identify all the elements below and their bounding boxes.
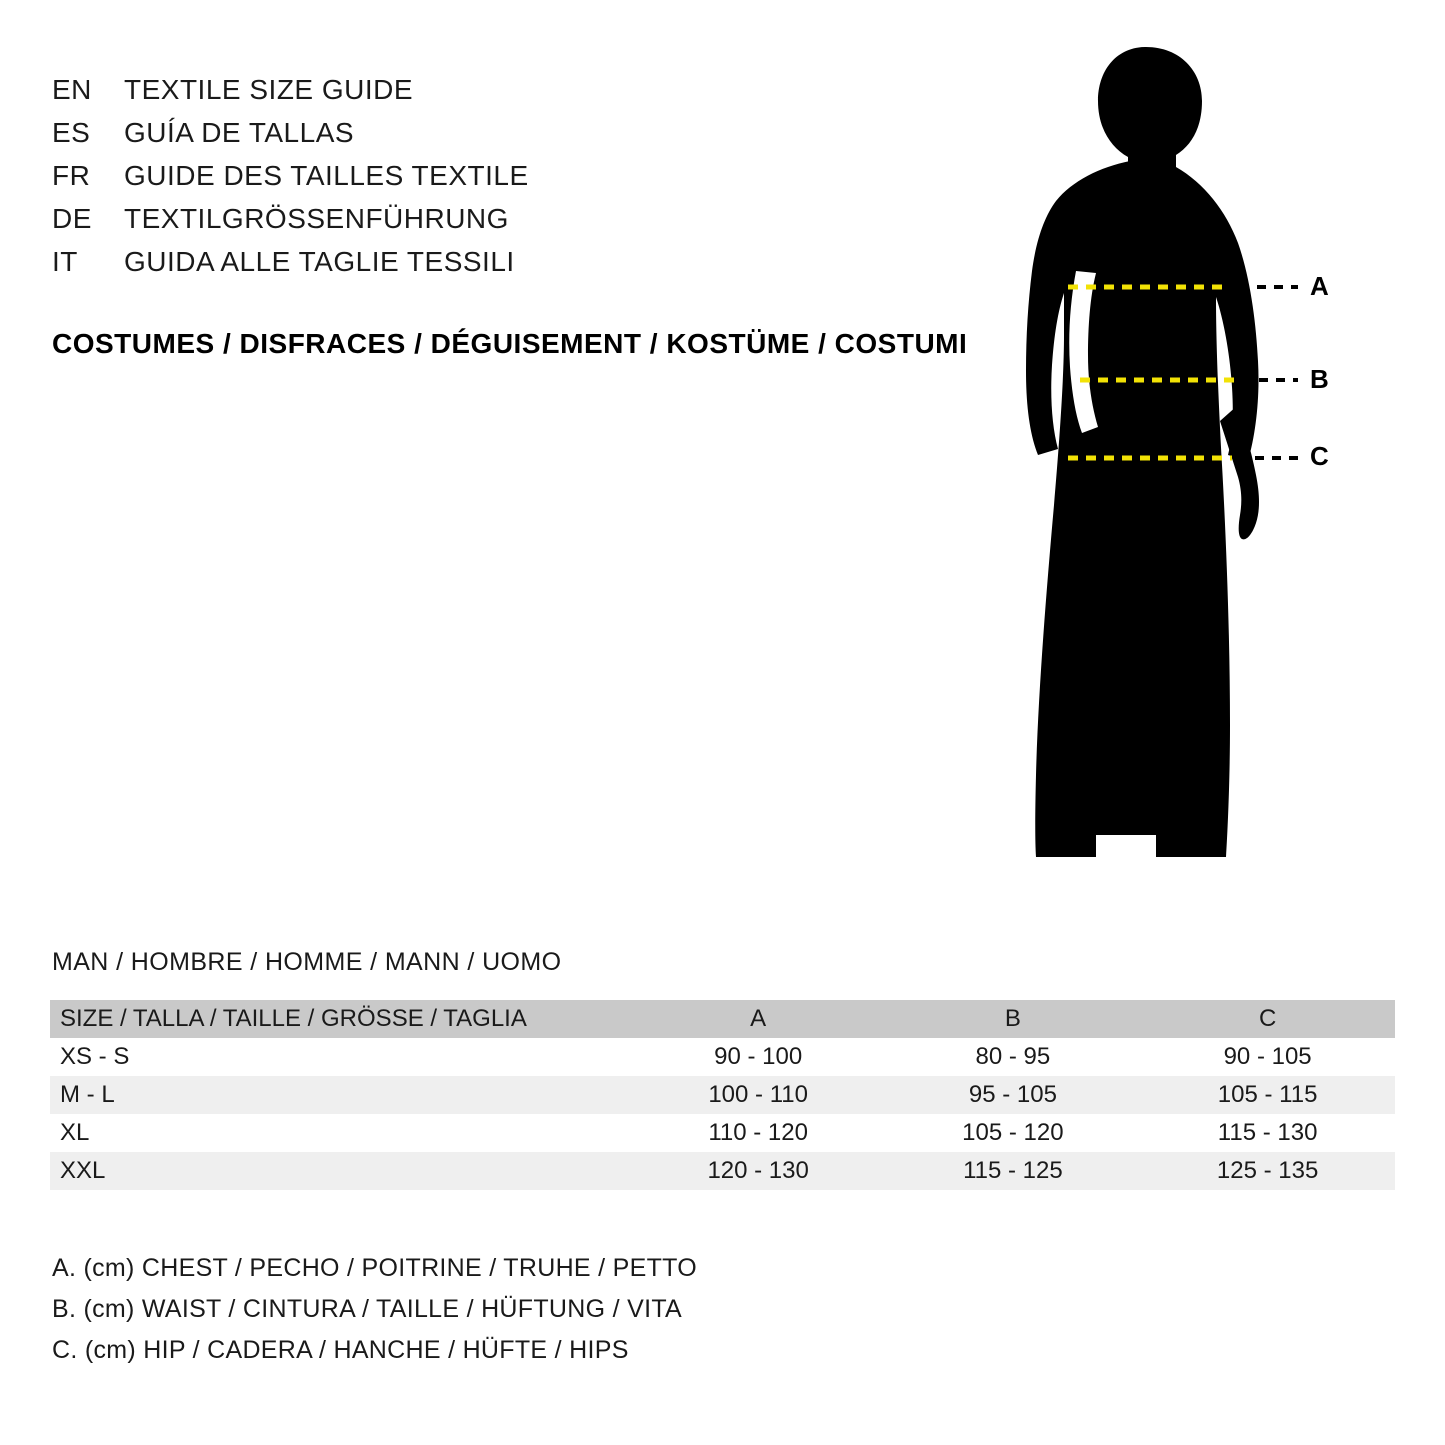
language-row-fr <box>52 154 529 197</box>
language-code-it: IT <box>52 246 78 277</box>
category-line: COSTUMES / DISFRACES / DÉGUISEMENT / KOSTÜME / COSTUMI <box>52 328 968 359</box>
cell-hip: 105 - 115 <box>1217 1081 1318 1108</box>
size-table <box>50 1000 1395 1190</box>
table-row <box>50 1152 1395 1190</box>
marker-label-a: A <box>1310 271 1329 301</box>
language-row-de <box>52 197 529 240</box>
cell-size: XXL <box>60 1157 106 1184</box>
column-header-b: B <box>1004 1005 1021 1032</box>
cell-hip: 115 - 130 <box>1217 1119 1318 1146</box>
body-silhouette-figure <box>980 35 1400 895</box>
cell-waist: 95 - 105 <box>968 1081 1057 1108</box>
language-row-es <box>52 111 529 154</box>
cell-chest: 120 - 130 <box>707 1157 809 1184</box>
legend-line-a: A. (cm) CHEST / PECHO / POITRINE / TRUHE / PETTO <box>52 1254 698 1282</box>
language-code-de: DE <box>52 203 92 234</box>
legend-line-b: B. (cm) WAIST / CINTURA / TAILLE / HÜFTUNG / VITA <box>52 1295 683 1323</box>
marker-label-b: B <box>1310 364 1329 394</box>
cell-waist: 80 - 95 <box>975 1043 1051 1070</box>
column-header-a: A <box>750 1005 767 1032</box>
cell-waist: 105 - 120 <box>962 1119 1064 1146</box>
cell-size: XL <box>60 1119 90 1146</box>
language-text-fr: GUIDE DES TAILLES TEXTILE <box>124 160 529 191</box>
cell-size: M - L <box>60 1081 115 1108</box>
language-row-en <box>52 68 529 111</box>
column-header-size: SIZE / TALLA / TAILLE / GRÖSSE / TAGLIA <box>60 1005 527 1032</box>
language-text-es: GUÍA DE TALLAS <box>124 117 355 148</box>
cell-chest: 90 - 100 <box>714 1043 803 1070</box>
language-list <box>52 68 529 283</box>
cell-size: XS - S <box>60 1043 130 1070</box>
language-code-en: EN <box>52 74 92 105</box>
table-row <box>50 1038 1395 1076</box>
language-code-fr: FR <box>52 160 91 191</box>
column-header-c: C <box>1258 1005 1277 1032</box>
marker-label-c: C <box>1310 441 1329 471</box>
cell-chest: 110 - 120 <box>708 1119 808 1146</box>
cell-chest: 100 - 110 <box>708 1081 808 1108</box>
language-text-de: TEXTILGRÖSSENFÜHRUNG <box>124 203 509 234</box>
table-row <box>50 1114 1395 1152</box>
silhouette-icon <box>980 35 1400 895</box>
table-row <box>50 1076 1395 1114</box>
table-header-row <box>50 1000 1395 1038</box>
cell-hip: 125 - 135 <box>1216 1157 1319 1184</box>
language-code-es: ES <box>52 117 91 148</box>
language-text-it: GUIDA ALLE TAGLIE TESSILI <box>124 246 515 277</box>
table-caption: MAN / HOMBRE / HOMME / MANN / UOMO <box>52 948 562 976</box>
legend-line-c: C. (cm) HIP / CADERA / HANCHE / HÜFTE / HIPS <box>52 1336 629 1364</box>
language-row-it <box>52 240 529 283</box>
cell-waist: 115 - 125 <box>963 1157 1063 1184</box>
measurement-legend <box>52 1248 697 1371</box>
language-text-en: TEXTILE SIZE GUIDE <box>124 74 414 105</box>
table-header <box>50 1000 1395 1038</box>
table-body <box>50 1038 1395 1190</box>
cell-hip: 90 - 105 <box>1223 1043 1312 1070</box>
